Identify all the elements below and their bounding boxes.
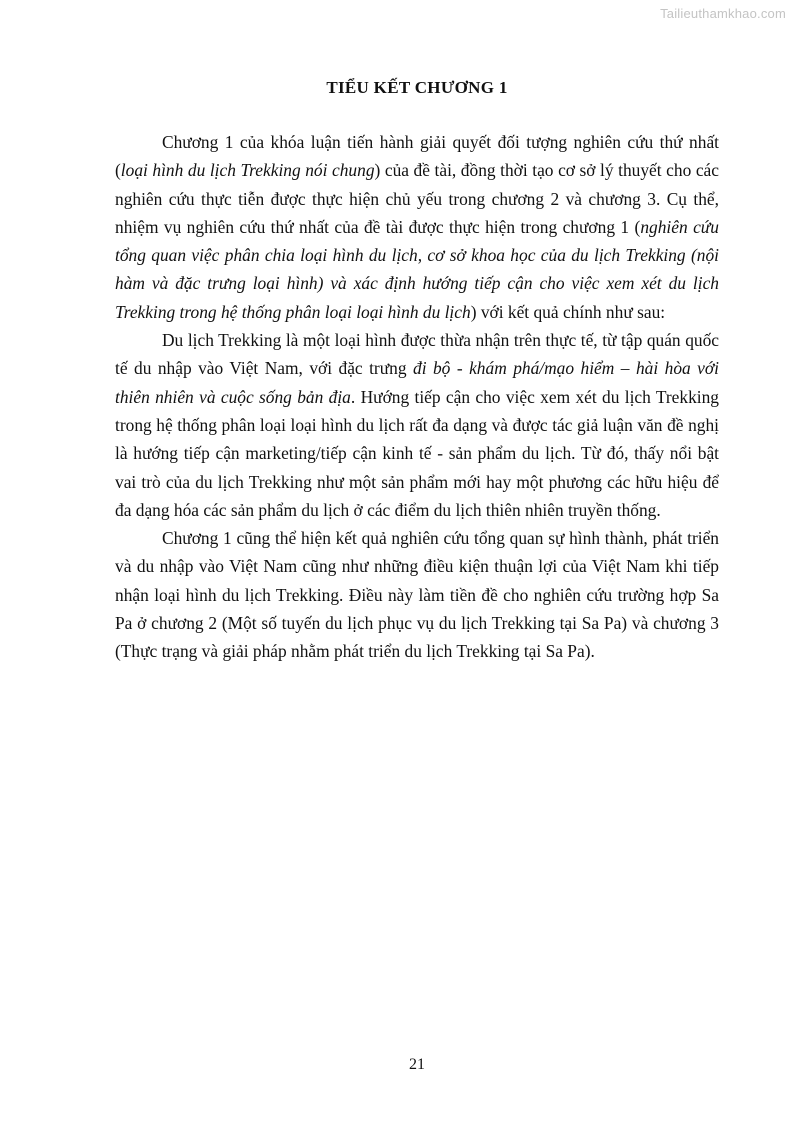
paragraph-3-text-1: Chương 1 cũng thể hiện kết quả nghiên cứu tổng quan sự hình thành, phát triển và du nhập vào Việt Nam cũng như những điều kiện thuận lợi của Việt Nam khi tiếp nhận loại hình du lịch Trekking. Điều này làm tiền đề cho nghiên cứu trường hợp Sa Pa ở chương 2 (Một số tuyến du lịch phục vụ du lịch Trekking tại Sa Pa) và chương 3 (Thực trạng và giải pháp nhằm phát triển du lịch Trekking tại Sa Pa). (115, 528, 719, 662)
body-text (115, 128, 719, 666)
chapter-summary-title: TIỂU KẾT CHƯƠNG 1 (326, 78, 508, 97)
paragraph-1-italic-2: nghiên cứu tổng quan việc phân chia loại hình du lịch, cơ sở khoa học của du lịch Trekking (nội hàm và đặc trưng loại hình) và xác định hướng tiếp cận cho việc xem xét du lịch Trekking trong hệ thống phân loại loại hình du lịch (115, 216, 719, 322)
paragraph-1-italic-1: loại hình du lịch Trekking nói chung (120, 160, 375, 181)
paragraph-1 (115, 128, 719, 326)
page-number: 21 (409, 1056, 425, 1073)
paragraph-3 (115, 524, 719, 665)
paragraph-1-text-2: ) của đề tài, đồng thời tạo cơ sở lý thuyết cho các nghiên cứu thực tiễn được thực hiện chủ yếu trong chương 2 và chương 3. Cụ thể, nhiệm vụ nghiên cứu thứ nhất của đề tài được thực hiện trong chương 1 ( (115, 160, 719, 237)
paragraph-2-text-1: Du lịch Trekking là một loại hình được thừa nhận trên thực tế, từ tập quán quốc tế du nhập vào Việt Nam, với đặc trưng (115, 330, 719, 379)
paragraph-2-italic-1: đi bộ - khám phá/mạo hiểm – hài hòa với thiên nhiên và cuộc sống bản địa (115, 358, 719, 407)
paragraph-1-text-3: ) với kết quả chính như sau: (470, 301, 666, 322)
paragraph-2 (115, 326, 719, 524)
paragraph-2-text-2: . Hướng tiếp cận cho việc xem xét du lịch Trekking trong hệ thống phân loại loại hình du lịch rất đa dạng và được tác giả luận văn đề nghị là hướng tiếp cận marketing/tiếp cận kinh tế - sản phẩm du lịch. Từ đó, thấy nổi bật vai trò của du lịch Trekking như một sản phẩm mới hay một phương các hữu hiệu để đa dạng hóa các sản phẩm du lịch ở các điểm du lịch thiên nhiên truyền thống. (115, 386, 720, 520)
watermark-text: Tailieuthamkhao.com (660, 6, 786, 21)
paragraph-1-text-1: Chương 1 của khóa luận tiến hành giải quyết đối tượng nghiên cứu thứ nhất ( (115, 132, 719, 181)
